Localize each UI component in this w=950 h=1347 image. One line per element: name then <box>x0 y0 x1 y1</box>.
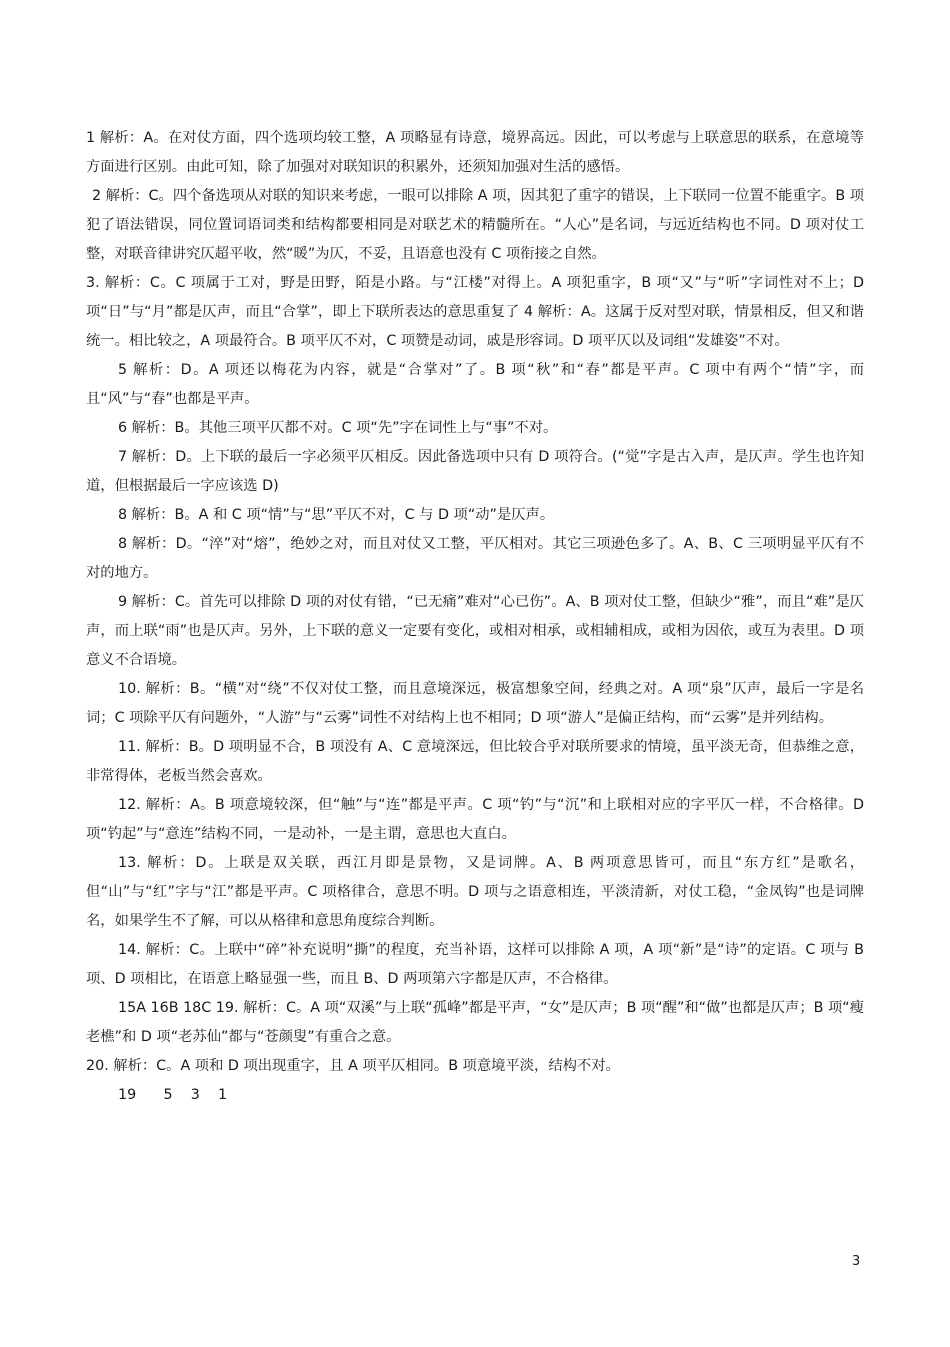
explanation-2: 2 解析：C。四个备选项从对联的知识来考虑，一眼可以排除 A 项，因其犯了重字的错误，上下联同一位置不能重字。B 项犯了语法错误，同位置词语词类和结构都要相同是对联艺术的精髓所在。“人心”是名词，与远近结构也不同。D 项对仗工整，对联音律讲究仄超平收，然“暖”为仄，不妥，且语意也没有 C 项衔接之自然。 <box>86 188 864 262</box>
explanation-13: 13. 解析：D。上联是双关联，西江月即是景物，又是词牌。A、B 两项意思皆可，而且“东方红”是歌名，但“山”与“红”字与“江”都是平声。C 项格律合，意思不明。D 项与之语意相连，平淡清新，对仗工稳，“金凤钩”也是词牌名，如果学生不了解，可以从格律和意思角度综合判断。 <box>86 855 864 929</box>
explanation-15-19: 15A 16B 18C 19. 解析：C。A 项“双溪”与上联“孤峰”都是平声，“女”是仄声；B 项“醒”和“做”也都是仄声；B 项“瘦老樵”和 D 项“老苏仙”都与“苍颜叟”有重合之意。 <box>86 1000 864 1045</box>
explanation-7: 7 解析：D。上下联的最后一字必须平仄相反。因此备选项中只有 D 项符合。(“觉”字是古入声，是仄声。学生也许知道，但根据最后一字应该选 D) <box>86 449 864 494</box>
explanation-8b: 8 解析：D。“淬”对“熔”，绝妙之对，而且对仗又工整，平仄相对。其它三项逊色多了。A、B、C 三项明显平仄有不对的地方。 <box>86 536 864 581</box>
explanation-14: 14. 解析：C。上联中“碎”补充说明“撕”的程度，充当补语，这样可以排除 A 项，A 项“新”是“诗”的定语。C 项与 B 项、D 项相比，在语意上略显强一些，而且 B、D 两项第六字都是仄声，不合格律。 <box>86 942 864 987</box>
page-number: 3 <box>852 1254 861 1269</box>
explanation-6: 6 解析：B。其他三项平仄都不对。C 项“先”字在词性上与“事”不对。 <box>118 420 558 436</box>
trailing-numbers: 19 5 3 1 <box>118 1087 228 1103</box>
explanation-9: 9 解析：C。首先可以排除 D 项的对仗有错，“已无痛”难对“心已伤”。A、B 项对仗工整，但缺少“雅”，而且“难”是仄声，而上联“雨”也是仄声。另外，上下联的意义一定要有变化，或相对相承，或相辅相成，或相为因依，或互为表里。D 项意义不合语境。 <box>86 594 864 668</box>
explanation-20: 20. 解析：C。A 项和 D 项出现重字，且 A 项平仄相同。B 项意境平淡，结构不对。 <box>86 1058 620 1074</box>
explanation-12: 12. 解析：A。B 项意境较深，但“触”与“连”都是平声。C 项“钓”与“沉”和上联相对应的字平仄一样，不合格律。D 项“钓起”与“意连”结构不同，一是动补，一是主谓，意思也大直白。 <box>86 797 864 842</box>
explanation-8a: 8 解析：B。A 和 C 项“情”与“思”平仄不对，C 与 D 项“动”是仄声。 <box>118 507 555 523</box>
explanation-11: 11. 解析：B。D 项明显不合，B 项没有 A、C 意境深远，但比较合乎对联所要求的情境，虽平淡无奇，但恭维之意，非常得体，老板当然会喜欢。 <box>86 739 864 784</box>
explanation-1: 1 解析：A。在对仗方面，四个选项均较工整，A 项略显有诗意，境界高远。因此，可以考虑与上联意思的联系，在意境等方面进行区别。由此可知，除了加强对对联知识的积累外，还须知加强对生活的感悟。 <box>86 130 864 175</box>
explanation-10: 10. 解析：B。“横”对“绕”不仅对仗工整，而且意境深远，极富想象空间，经典之对。A 项“泉”仄声，最后一字是名词；C 项除平仄有问题外，“人游”与“云雾”词性不对结构上也不相同；D 项“游人”是偏正结构，而“云雾”是并列结构。 <box>86 681 864 726</box>
answer-explanations <box>86 124 864 1110</box>
explanation-3-4: 3. 解析：C。C 项属于工对，野是田野，陌是小路。与“江楼”对得上。A 项犯重字，B 项“又”与“听”字词性对不上；D 项“日”与“月”都是仄声，而且“合掌”，即上下联所表达的意思重复了 4 解析：A。这属于反对型对联，情景相反，但又和谐统一。相比较之，A 项最符合。B 项平仄不对，C 项赞是动词，戚是形容词。D 项平仄以及词组“发雄姿”不对。 <box>86 275 864 349</box>
explanation-5: 5 解析：D。A 项还以梅花为内容，就是“合掌对”了。B 项“秋”和“春”都是平声。C 项中有两个“情”字，而且“风”与“春”也都是平声。 <box>86 362 864 407</box>
